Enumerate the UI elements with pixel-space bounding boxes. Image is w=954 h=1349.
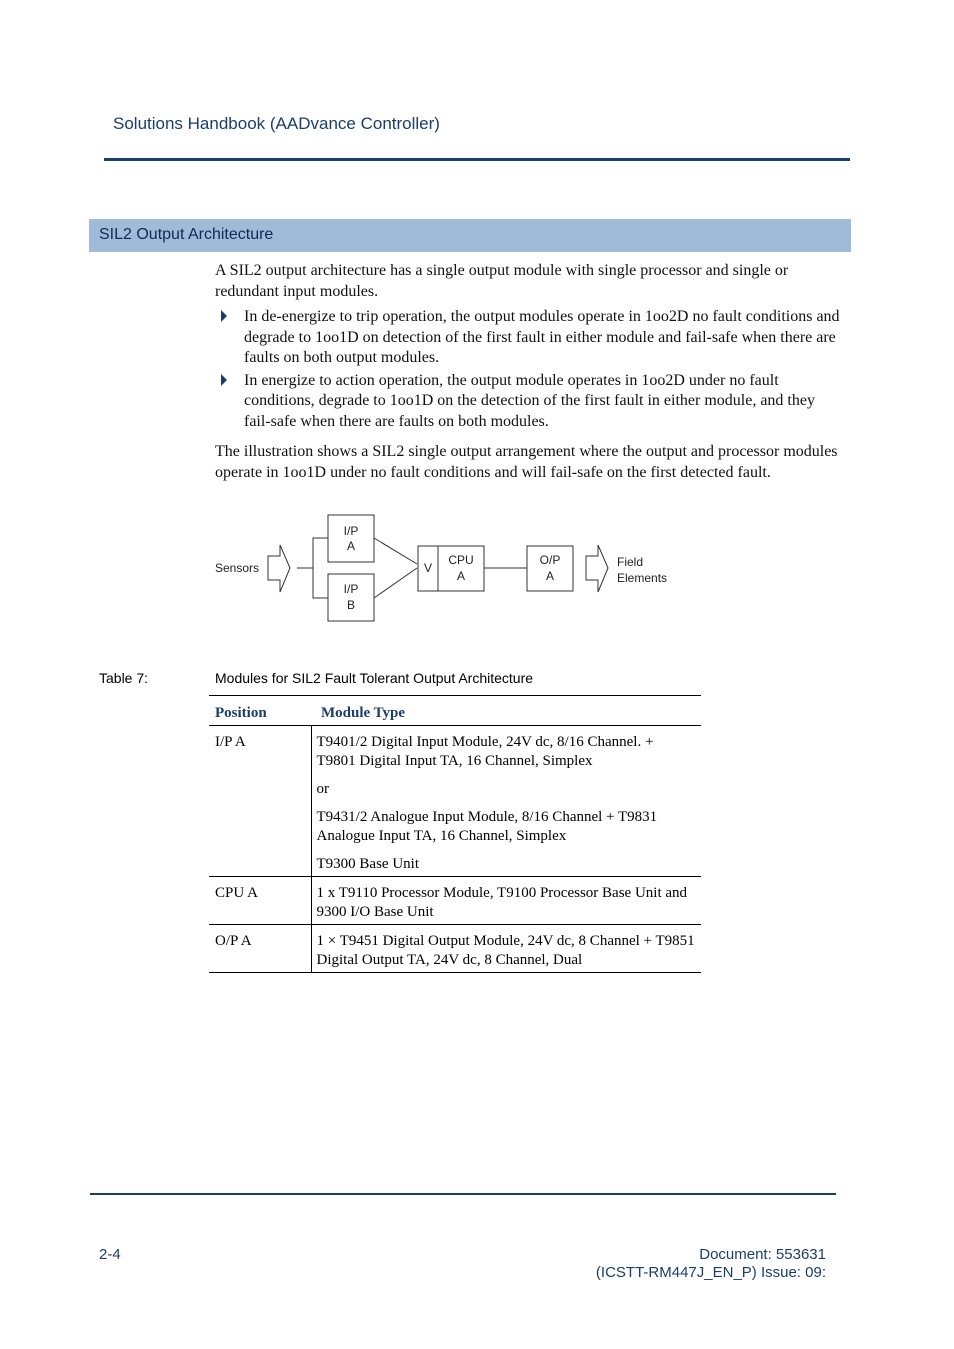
footer-divider [90,1193,836,1195]
op-a-label-1: O/P [539,553,561,567]
bullet-list [215,307,845,434]
header-position: Position [209,696,311,726]
cell-position: I/P A [209,726,311,877]
field-label-1: Field [617,555,644,569]
cpu-a-label-2: A [456,569,466,583]
module-text: T9300 Base Unit [316,856,419,872]
table-row [209,877,701,925]
cpu-a-label-1: CPU [448,553,474,567]
module-text: 1 x T9110 Processor Module, T9100 Processor Base Unit and 9300 I/O Base Unit [316,885,688,920]
ip-a-to-voter-line [374,538,417,564]
running-header: Solutions Handbook (AADvance Controller) [113,114,440,133]
document-reference [596,1246,826,1282]
table-row [209,925,701,973]
sensors-arrow-icon [268,545,290,592]
cell-position: CPU A [209,877,311,925]
table-caption-label: Table 7: [99,670,149,686]
ip-b-to-voter-line [374,568,417,598]
ip-b-label-1: I/P [343,582,359,596]
ip-a-label-1: I/P [343,524,359,538]
bullet-item [215,371,845,433]
section-title: SIL2 Output Architecture [99,226,274,243]
page-number: 2-4 [99,1246,121,1263]
sensors-label: Sensors [215,561,260,575]
architecture-diagram [210,510,680,628]
cell-module-type [311,726,701,877]
modules-table [209,695,701,973]
module-text: or [316,781,329,797]
bullet-text: In energize to action operation, the output module operates in 1oo2D under no fault conditions, degrade to 1oo1D on the detection of the first fault in either module, and they fail-safe when there are faults on both modules. [244,371,815,430]
table-row [209,726,701,877]
field-label-2: Elements [617,571,668,585]
header-module-type: Module Type [311,696,701,726]
field-elements-arrow-icon [586,545,608,592]
module-text: 1 × T9451 Digital Output Module, 24V dc, 8 Channel + T9851 Digital Output TA, 24V dc, 8 Channel, Dual [316,933,695,968]
intro-paragraph: A SIL2 output architecture has a single output module with single processor and single or redundant input modules. [215,262,789,300]
ip-a-label-2: A [346,539,356,553]
cell-position: O/P A [209,925,311,973]
table-header-row [209,696,701,726]
ip-split-line [313,538,328,598]
op-a-label-2: A [545,569,555,583]
illustration-paragraph: The illustration shows a SIL2 single output arrangement where the output and processor modules operate in 1oo1D under no fault conditions and will fail-safe on the first detected fault. [215,443,838,481]
module-text: T9401/2 Digital Input Module, 24V dc, 8/16 Channel. + T9801 Digital Input TA, 16 Channel, Simplex [316,734,654,769]
cell-module-type [311,877,701,925]
bullet-item [215,307,845,369]
triangle-bullet-icon [221,374,227,386]
table-caption-title: Modules for SIL2 Fault Tolerant Output Architecture [215,670,534,686]
document-issue: (ICSTT-RM447J_EN_P) Issue: 09: [595,1264,826,1281]
ip-b-label-2: B [346,598,356,612]
module-text: T9431/2 Analogue Input Module, 8/16 Channel + T9831 Analogue Input TA, 16 Channel, Simplex [316,809,658,844]
voter-label: V [423,561,433,575]
section-heading-bar [89,219,851,252]
header-divider [104,158,850,161]
cell-module-type [311,925,701,973]
triangle-bullet-icon [221,310,227,322]
bullet-text: In de-energize to trip operation, the output modules operate in 1oo2D no fault conditions and degrade to 1oo1D on detection of the first fault in either module and fail-safe when there are faults on both output modules. [244,308,840,366]
document-number: Document: 553631 [699,1246,826,1263]
